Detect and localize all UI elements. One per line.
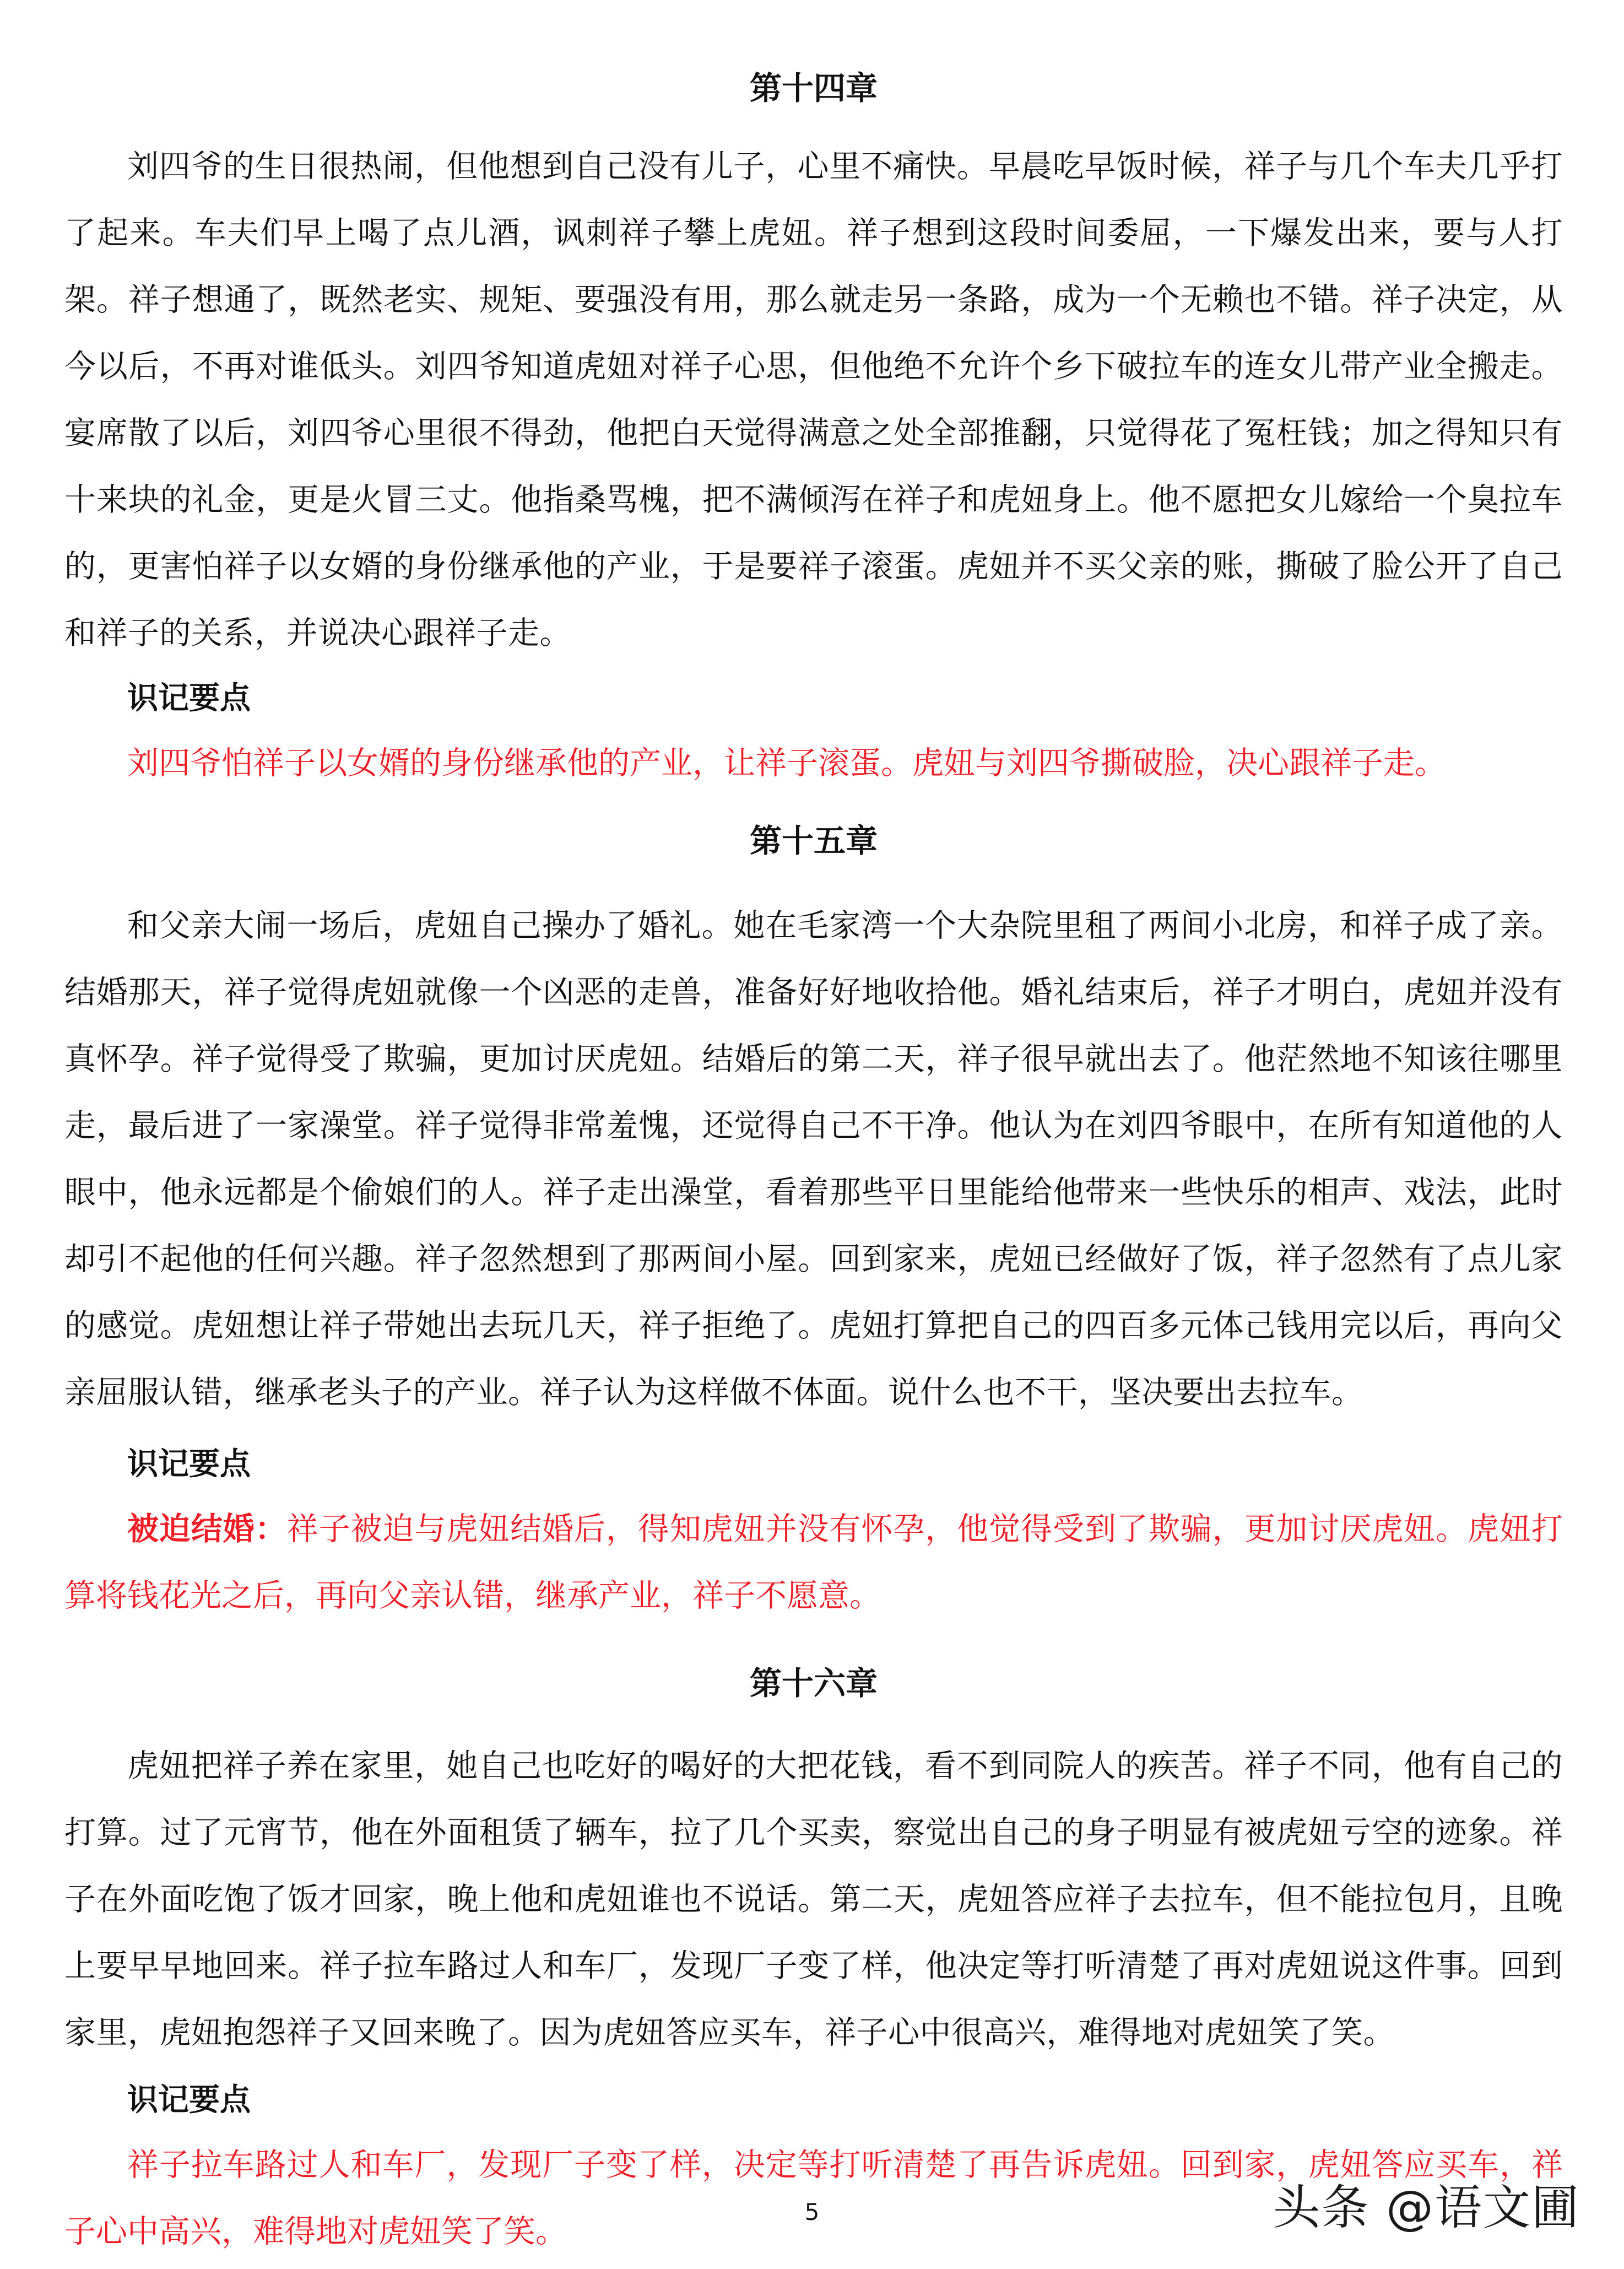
key-points-body: 刘四爷怕祥子以女婿的身份继承他的产业，让祥子滚蛋。虎妞与刘四爷撕破脸，决心跟祥子走。 — [127, 745, 1446, 781]
chapter-title: 第十五章 — [749, 822, 878, 860]
chapter-15-section — [64, 813, 1563, 1629]
key-points-text — [64, 730, 1563, 797]
chapter-title: 第十六章 — [749, 1665, 878, 1702]
key-points-label: 识记要点 — [127, 1446, 251, 1482]
key-points-label: 识记要点 — [127, 680, 251, 716]
watermark: 头条 @语文圃 — [1273, 2180, 1580, 2235]
chapter-14-section — [64, 61, 1563, 797]
chapter-summary-paragraph: 虎妞把祥子养在家里，她自己也吃好的喝好的大把花钱，看不到同院人的疾苦。祥子不同，他有自己的打算。过了元宵节，他在外面租赁了辆车，拉了几个买卖，察觉出自己的身子明显有被虎妞亏空的迹象。祥子在外面吃饱了饭才回家，晚上他和虎妞谁也不说话。第二天，虎妞答应祥子去拉车，但不能拉包月，且晚上要早早地回来。祥子拉车路过人和车厂，发现厂子变了样，他决定等打听清楚了再对虎妞说这件事。回到家里，虎妞抱怨祥子又回来晚了。因为虎妞答应买车，祥子心中很高兴，难得地对虎妞笑了笑。 — [64, 1748, 1563, 2051]
chapter-16-section — [64, 1656, 1563, 2265]
chapter-summary-paragraph: 刘四爷的生日很热闹，但他想到自己没有儿子，心里不痛快。早晨吃早饭时候，祥子与几个车夫几乎打了起来。车夫们早上喝了点儿酒，讽刺祥子攀上虎妞。祥子想到这段时间委屈，一下爆发出来，要与人打架。祥子想通了，既然老实、规矩、要强没有用，那么就走另一条路，成为一个无赖也不错。祥子决定，从今以后，不再对谁低头。刘四爷知道虎妞对祥子心思，但他绝不允许个乡下破拉车的连女儿带产业全搬走。宴席散了以后，刘四爷心里很不得劲，他把白天觉得满意之处全部推翻，只觉得花了冤枉钱；加之得知只有十来块的礼金，更是火冒三丈。他指桑骂槐，把不满倾泻在祥子和虎妞身上。他不愿把女儿嫁给一个臭拉车的，更害怕祥子以女婿的身份继承他的产业，于是要祥子滚蛋。虎妞并不买父亲的账，撕破了脸公开了自己和祥子的关系，并说决心跟祥子走。 — [64, 148, 1563, 651]
key-points-body: 祥子拉车路过人和车厂，发现厂子变了样，决定等打听清楚了再告诉虎妞。回到家，虎妞答应买车，祥子心中高兴，难得地对虎妞笑了笑。 — [64, 2147, 1563, 2250]
chapter-summary-paragraph: 和父亲大闹一场后，虎妞自己操办了婚礼。她在毛家湾一个大杂院里租了两间小北房，和祥子成了亲。结婚那天，祥子觉得虎妞就像一个凶恶的走兽，准备好好地收拾他。婚礼结束后，祥子才明白，虎妞并没有真怀孕。祥子觉得受了欺骗，更加讨厌虎妞。结婚后的第二天，祥子很早就出去了。他茫然地不知该往哪里走，最后进了一家澡堂。祥子觉得非常羞愧，还觉得自己不干净。他认为在刘四爷眼中，在所有知道他的人眼中，他永远都是个偷娘们的人。祥子走出澡堂，看着那些平日里能给他带来一些快乐的相声、戏法，此时却引不起他的任何兴趣。祥子忽然想到了那两间小屋。回到家来，虎妞已经做好了饭，祥子忽然有了点儿家的感觉。虎妞想让祥子带她出去玩几天，祥子拒绝了。虎妞打算把自己的四百多元体己钱用完以后，再向父亲屈服认错，继承老头子的产业。祥子认为这样做不体面。说什么也不干，坚决要出去拉车。 — [64, 907, 1563, 1411]
chapter-title: 第十四章 — [749, 69, 878, 107]
key-points-lead: 被迫结婚： — [127, 1511, 287, 1547]
key-points-label: 识记要点 — [127, 2082, 251, 2118]
key-points-text — [64, 1496, 1563, 1629]
key-points-body: 祥子被迫与虎妞结婚后，得知虎妞并没有怀孕，他觉得受到了欺骗，更加讨厌虎妞。虎妞打算将钱花光之后，再向父亲认错，继承产业，祥子不愿意。 — [64, 1511, 1563, 1614]
page-number: 5 — [804, 2198, 820, 2225]
page-content — [64, 61, 1563, 2265]
